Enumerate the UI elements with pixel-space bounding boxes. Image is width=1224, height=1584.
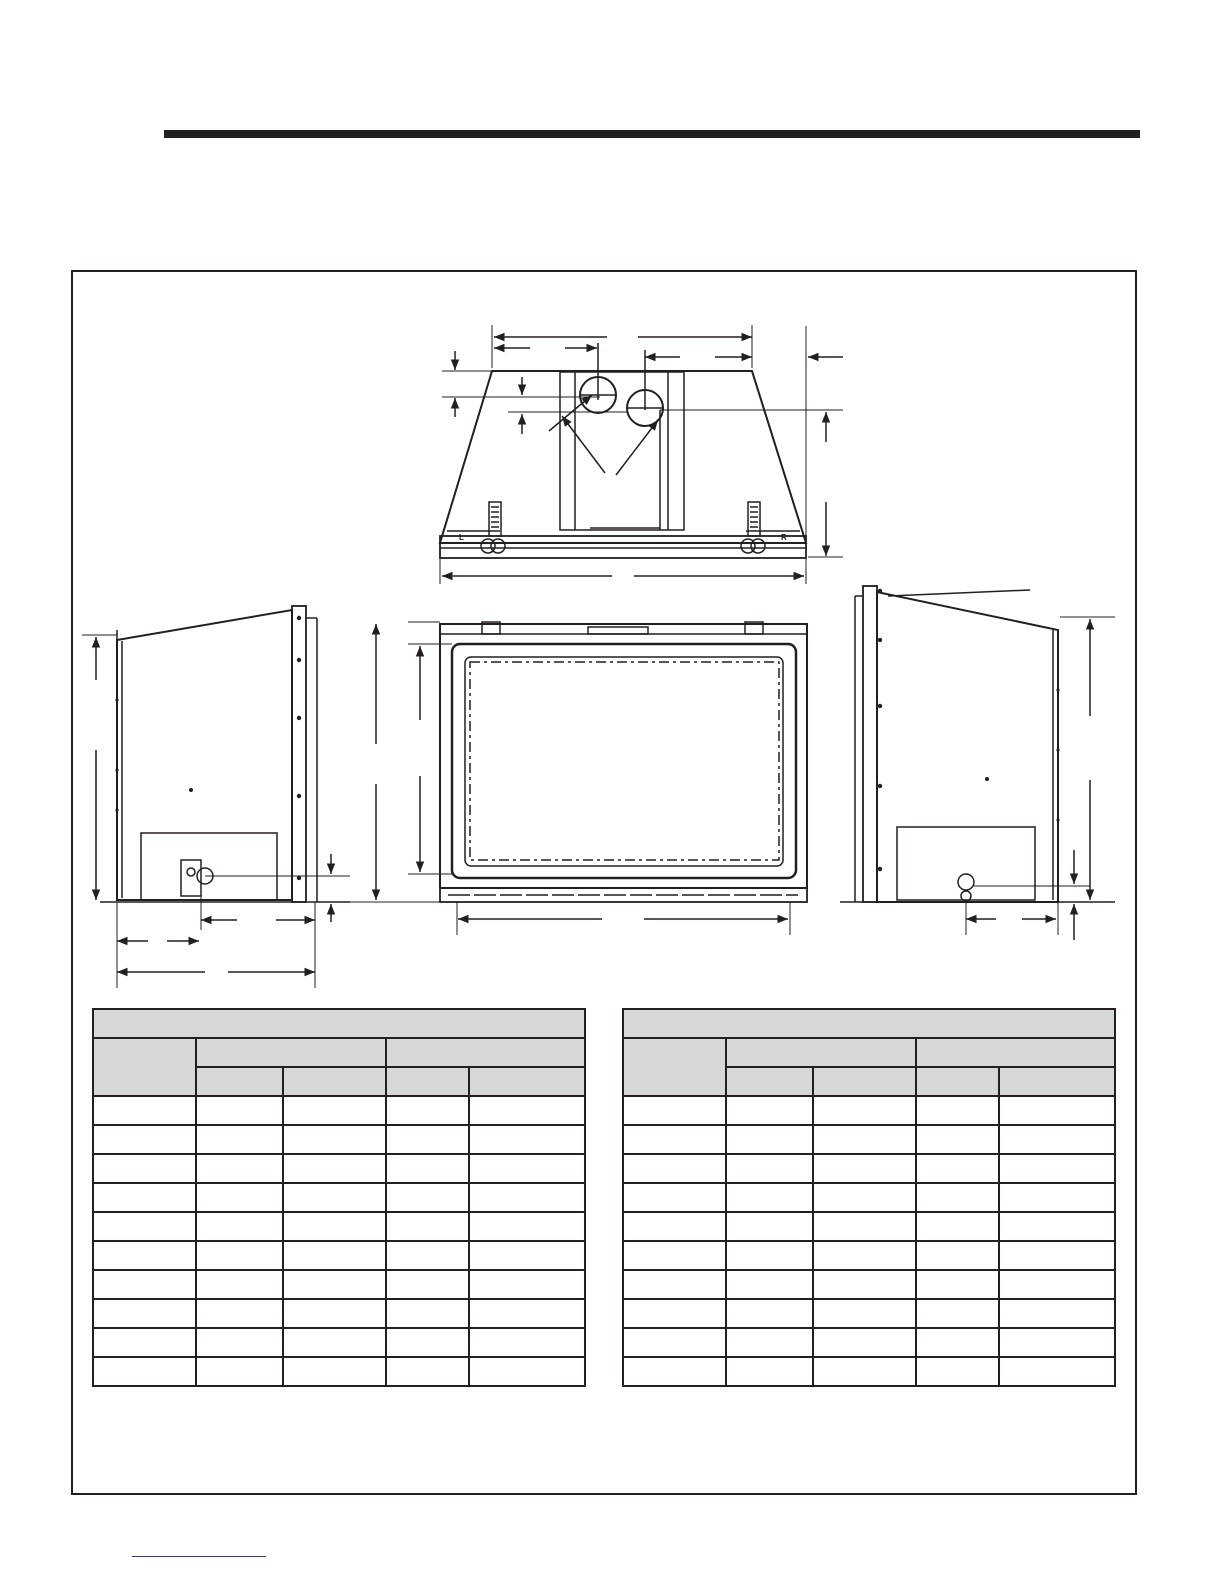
- front-view: [350, 622, 807, 935]
- table-cell: [726, 1154, 813, 1183]
- table-cell: [196, 1241, 283, 1270]
- table-row: [93, 1154, 585, 1183]
- footer-link-underline[interactable]: [132, 1556, 266, 1557]
- table-cell: [623, 1270, 726, 1299]
- table-cell: [813, 1241, 916, 1270]
- table-cell: [623, 1096, 726, 1125]
- table-cell: [93, 1299, 196, 1328]
- table-cell: [916, 1241, 999, 1270]
- table-cell: [93, 1183, 196, 1212]
- table-row: [623, 1299, 1115, 1328]
- table-header-cell: [386, 1067, 469, 1096]
- table-cell: [93, 1241, 196, 1270]
- table-cell: [623, 1241, 726, 1270]
- table-cell: [283, 1357, 386, 1386]
- table-cell: [196, 1357, 283, 1386]
- table-cell: [999, 1154, 1115, 1183]
- table-cell: [726, 1357, 813, 1386]
- table-cell: [93, 1270, 196, 1299]
- table-cell: [469, 1299, 585, 1328]
- table-cell: [469, 1357, 585, 1386]
- table-header-cell: [283, 1067, 386, 1096]
- table-cell: [623, 1328, 726, 1357]
- table-cell: [283, 1096, 386, 1125]
- dimension-table-right: [622, 1008, 1116, 1387]
- table-row: [93, 1328, 585, 1357]
- table-cell: [469, 1096, 585, 1125]
- table-cell: [999, 1357, 1115, 1386]
- table-cell: [813, 1154, 916, 1183]
- table-cell: [93, 1328, 196, 1357]
- table-cell: [283, 1241, 386, 1270]
- table-cell: [623, 1183, 726, 1212]
- table-row: [93, 1183, 585, 1212]
- table-cell: [196, 1299, 283, 1328]
- table-row: [93, 1241, 585, 1270]
- table-title: [93, 1009, 585, 1038]
- table-row: [623, 1154, 1115, 1183]
- table-cell: [916, 1183, 999, 1212]
- table-cell: [726, 1299, 813, 1328]
- table-cell: [283, 1183, 386, 1212]
- table-row: [93, 1299, 585, 1328]
- table-cell: [469, 1270, 585, 1299]
- table-header-cell: [916, 1067, 999, 1096]
- table-cell: [916, 1212, 999, 1241]
- right-side-vent-hole: [985, 777, 989, 781]
- table-row: [623, 1212, 1115, 1241]
- panel-marker-right: R: [781, 533, 787, 542]
- table-cell: [469, 1125, 585, 1154]
- left-side-vent-hole: [189, 788, 193, 792]
- table-cell: [623, 1125, 726, 1154]
- table-row: [93, 1096, 585, 1125]
- table-cell: [916, 1270, 999, 1299]
- table-cell: [283, 1154, 386, 1183]
- table-row: [623, 1328, 1115, 1357]
- table-cell: [999, 1270, 1115, 1299]
- table-cell: [726, 1183, 813, 1212]
- table-cell: [469, 1183, 585, 1212]
- table-header-cell: [93, 1038, 196, 1096]
- table-cell: [196, 1270, 283, 1299]
- table-title: [623, 1009, 1115, 1038]
- table-cell: [93, 1154, 196, 1183]
- table-row: [623, 1241, 1115, 1270]
- table-cell: [469, 1212, 585, 1241]
- table-row: [623, 1125, 1115, 1154]
- table-cell: [283, 1270, 386, 1299]
- table-cell: [386, 1299, 469, 1328]
- table-cell: [813, 1328, 916, 1357]
- table-cell: [386, 1212, 469, 1241]
- table-cell: [726, 1270, 813, 1299]
- table-row: [623, 1096, 1115, 1125]
- table-cell: [386, 1328, 469, 1357]
- table-cell: [283, 1212, 386, 1241]
- table-cell: [999, 1212, 1115, 1241]
- table-cell: [93, 1212, 196, 1241]
- table-cell: [196, 1183, 283, 1212]
- table-row: [93, 1125, 585, 1154]
- table-row: [623, 1270, 1115, 1299]
- table-cell: [386, 1096, 469, 1125]
- table-cell: [283, 1125, 386, 1154]
- table-cell: [813, 1299, 916, 1328]
- top-view: [440, 325, 843, 584]
- table-cell: [386, 1125, 469, 1154]
- table-cell: [469, 1328, 585, 1357]
- table-cell: [283, 1328, 386, 1357]
- table-cell: [916, 1125, 999, 1154]
- table-cell: [999, 1125, 1115, 1154]
- table-cell: [999, 1328, 1115, 1357]
- dimension-table-left: [92, 1008, 586, 1387]
- table-cell: [93, 1357, 196, 1386]
- table-cell: [726, 1328, 813, 1357]
- table-cell: [196, 1096, 283, 1125]
- table-header-cell: [726, 1067, 813, 1096]
- table-cell: [813, 1212, 916, 1241]
- table-header-cell: [916, 1038, 1115, 1067]
- table-header-cell: [623, 1038, 726, 1096]
- table-header-cell: [196, 1038, 386, 1067]
- table-row: [93, 1357, 585, 1386]
- table-cell: [196, 1212, 283, 1241]
- table-cell: [813, 1096, 916, 1125]
- table-cell: [916, 1328, 999, 1357]
- table-row: [623, 1183, 1115, 1212]
- table-header-cell: [196, 1067, 283, 1096]
- table-cell: [386, 1270, 469, 1299]
- table-cell: [999, 1241, 1115, 1270]
- left-side-view: [82, 606, 350, 988]
- table-header-cell: [726, 1038, 916, 1067]
- table-cell: [196, 1125, 283, 1154]
- right-side-rivets: [878, 589, 1060, 871]
- table-cell: [623, 1212, 726, 1241]
- table-cell: [469, 1154, 585, 1183]
- table-cell: [93, 1096, 196, 1125]
- table-cell: [726, 1125, 813, 1154]
- table-cell: [196, 1328, 283, 1357]
- table-cell: [623, 1357, 726, 1386]
- table-header-cell: [386, 1038, 585, 1067]
- table-cell: [386, 1357, 469, 1386]
- table-cell: [386, 1241, 469, 1270]
- table-cell: [999, 1183, 1115, 1212]
- table-cell: [469, 1241, 585, 1270]
- table-cell: [93, 1125, 196, 1154]
- table-row: [93, 1212, 585, 1241]
- table-cell: [726, 1212, 813, 1241]
- table-cell: [999, 1299, 1115, 1328]
- table-cell: [623, 1299, 726, 1328]
- table-row: [93, 1270, 585, 1299]
- table-cell: [813, 1270, 916, 1299]
- table-cell: [916, 1096, 999, 1125]
- table-cell: [196, 1154, 283, 1183]
- table-cell: [726, 1096, 813, 1125]
- table-cell: [916, 1154, 999, 1183]
- table-cell: [916, 1299, 999, 1328]
- table-cell: [916, 1357, 999, 1386]
- table-row: [623, 1357, 1115, 1386]
- table-cell: [999, 1096, 1115, 1125]
- table-cell: [283, 1299, 386, 1328]
- table-header-cell: [813, 1067, 916, 1096]
- table-header-cell: [999, 1067, 1115, 1096]
- table-cell: [386, 1183, 469, 1212]
- left-side-rivets: [115, 616, 301, 880]
- table-header-cell: [469, 1067, 585, 1096]
- panel-marker-left: L: [459, 533, 464, 542]
- table-cell: [386, 1154, 469, 1183]
- table-cell: [813, 1183, 916, 1212]
- table-cell: [813, 1357, 916, 1386]
- table-cell: [726, 1241, 813, 1270]
- table-cell: [813, 1125, 916, 1154]
- table-cell: [623, 1154, 726, 1183]
